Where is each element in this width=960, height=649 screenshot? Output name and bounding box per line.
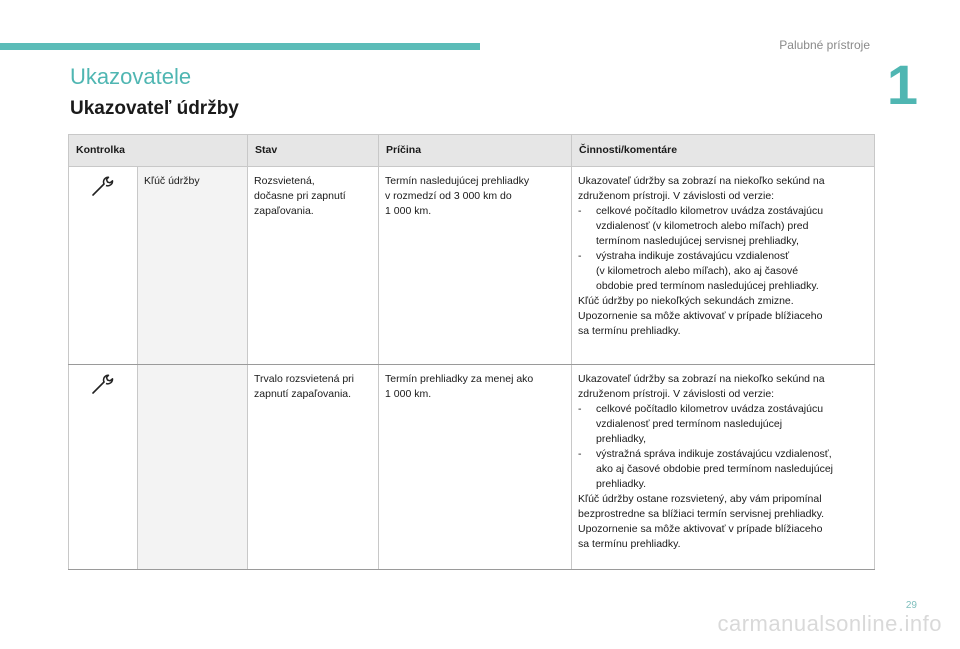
cause-text: 1 000 km. (385, 388, 432, 400)
list-dash: - (578, 205, 582, 217)
actions-text: výstražná správa indikuje zostávajúcu vzdialenosť, (596, 448, 832, 460)
actions-text: ako aj časové obdobie pred termínom nasledujúcej (596, 463, 833, 475)
actions-list-item (578, 204, 868, 249)
section-title: Ukazovatele (70, 64, 192, 89)
actions-list-item (578, 402, 868, 447)
actions-list-item (578, 249, 868, 294)
subsection-title: Ukazovateľ údržby (70, 98, 239, 119)
list-dash: - (578, 403, 582, 415)
actions-cell (572, 167, 875, 365)
actions-list-item (578, 447, 868, 492)
list-dash: - (578, 448, 582, 460)
state-text: Rozsvietená, (254, 175, 315, 187)
actions-text: združenom prístroji. V závislosti od verzie: (578, 190, 775, 202)
column-header-state: Stav (248, 135, 379, 167)
icon-cell (69, 167, 138, 365)
state-text: Trvalo rozsvietená pri (254, 373, 354, 385)
icon-cell (69, 365, 138, 570)
column-header-cause: Príčina (379, 135, 572, 167)
actions-text: prehliadky, (596, 433, 647, 445)
wrench-icon (90, 387, 116, 399)
column-header-indicator: Kontrolka (69, 135, 248, 167)
table-header-row (69, 135, 875, 167)
page-number: 29 (905, 600, 917, 611)
actions-text: výstraha indikuje zostávajúcu vzdialenosť (596, 250, 790, 262)
actions-text: združenom prístroji. V závislosti od verzie: (578, 388, 775, 400)
actions-text: Ukazovateľ údržby sa zobrazí na niekoľko sekúnd na (578, 373, 825, 385)
actions-text: vzdialenosť pred termínom nasledujúcej (596, 418, 783, 430)
actions-text: sa termínu prehliadky. (578, 538, 681, 550)
cause-text: Termín nasledujúcej prehliadky (385, 175, 530, 187)
cause-text: 1 000 km. (385, 205, 432, 217)
watermark: carmanualsonline.info (717, 611, 942, 636)
actions-text: Kľúč údržby ostane rozsvietený, aby vám pripomínal (578, 493, 822, 505)
cause-cell (379, 365, 572, 570)
actions-text: bezprostredne sa blížiaci termín servisnej prehliadky. (578, 508, 825, 520)
indicator-name-cell (138, 365, 248, 570)
actions-text: celkové počítadlo kilometrov uvádza zostávajúcu (596, 403, 824, 415)
state-text: zapaľovania. (254, 205, 314, 217)
wrench-icon (90, 189, 116, 201)
actions-text: termínom nasledujúcej servisnej prehliadky, (596, 235, 799, 247)
chapter-title: Palubné prístroje (779, 38, 870, 52)
state-text: dočasne pri zapnutí (254, 190, 346, 202)
actions-text: Upozornenie sa môže aktivovať v prípade blížiaceho (578, 523, 823, 535)
actions-cell (572, 365, 875, 570)
chapter-number: 1 (886, 53, 918, 116)
actions-text: vzdialenosť (v kilometroch alebo míľach) pred (596, 220, 809, 232)
actions-text: prehliadky. (596, 478, 647, 490)
actions-text: Upozornenie sa môže aktivovať v prípade blížiaceho (578, 310, 823, 322)
indicator-name: Kľúč údržby (144, 175, 200, 187)
state-cell (248, 365, 379, 570)
table-row (69, 167, 875, 365)
state-cell (248, 167, 379, 365)
actions-text: celkové počítadlo kilometrov uvádza zostávajúcu (596, 205, 824, 217)
cause-text: v rozmedzí od 3 000 km do (385, 190, 512, 202)
actions-text: obdobie pred termínom nasledujúcej prehliadky. (596, 280, 819, 292)
state-text: zapnutí zapaľovania. (254, 388, 352, 400)
header-accent-bar (0, 43, 480, 50)
cause-text: Termín prehliadky za menej ako (385, 373, 534, 385)
list-dash: - (578, 250, 582, 262)
actions-text: sa termínu prehliadky. (578, 325, 681, 337)
indicator-table (68, 134, 875, 570)
actions-text: Ukazovateľ údržby sa zobrazí na niekoľko sekúnd na (578, 175, 825, 187)
column-header-actions: Činnosti/komentáre (572, 135, 875, 167)
indicator-name-cell (138, 167, 248, 365)
actions-text: (v kilometroch alebo míľach), ako aj časové (596, 265, 799, 277)
actions-text: Kľúč údržby po niekoľkých sekundách zmizne. (578, 295, 794, 307)
table-row (69, 365, 875, 570)
cause-cell (379, 167, 572, 365)
